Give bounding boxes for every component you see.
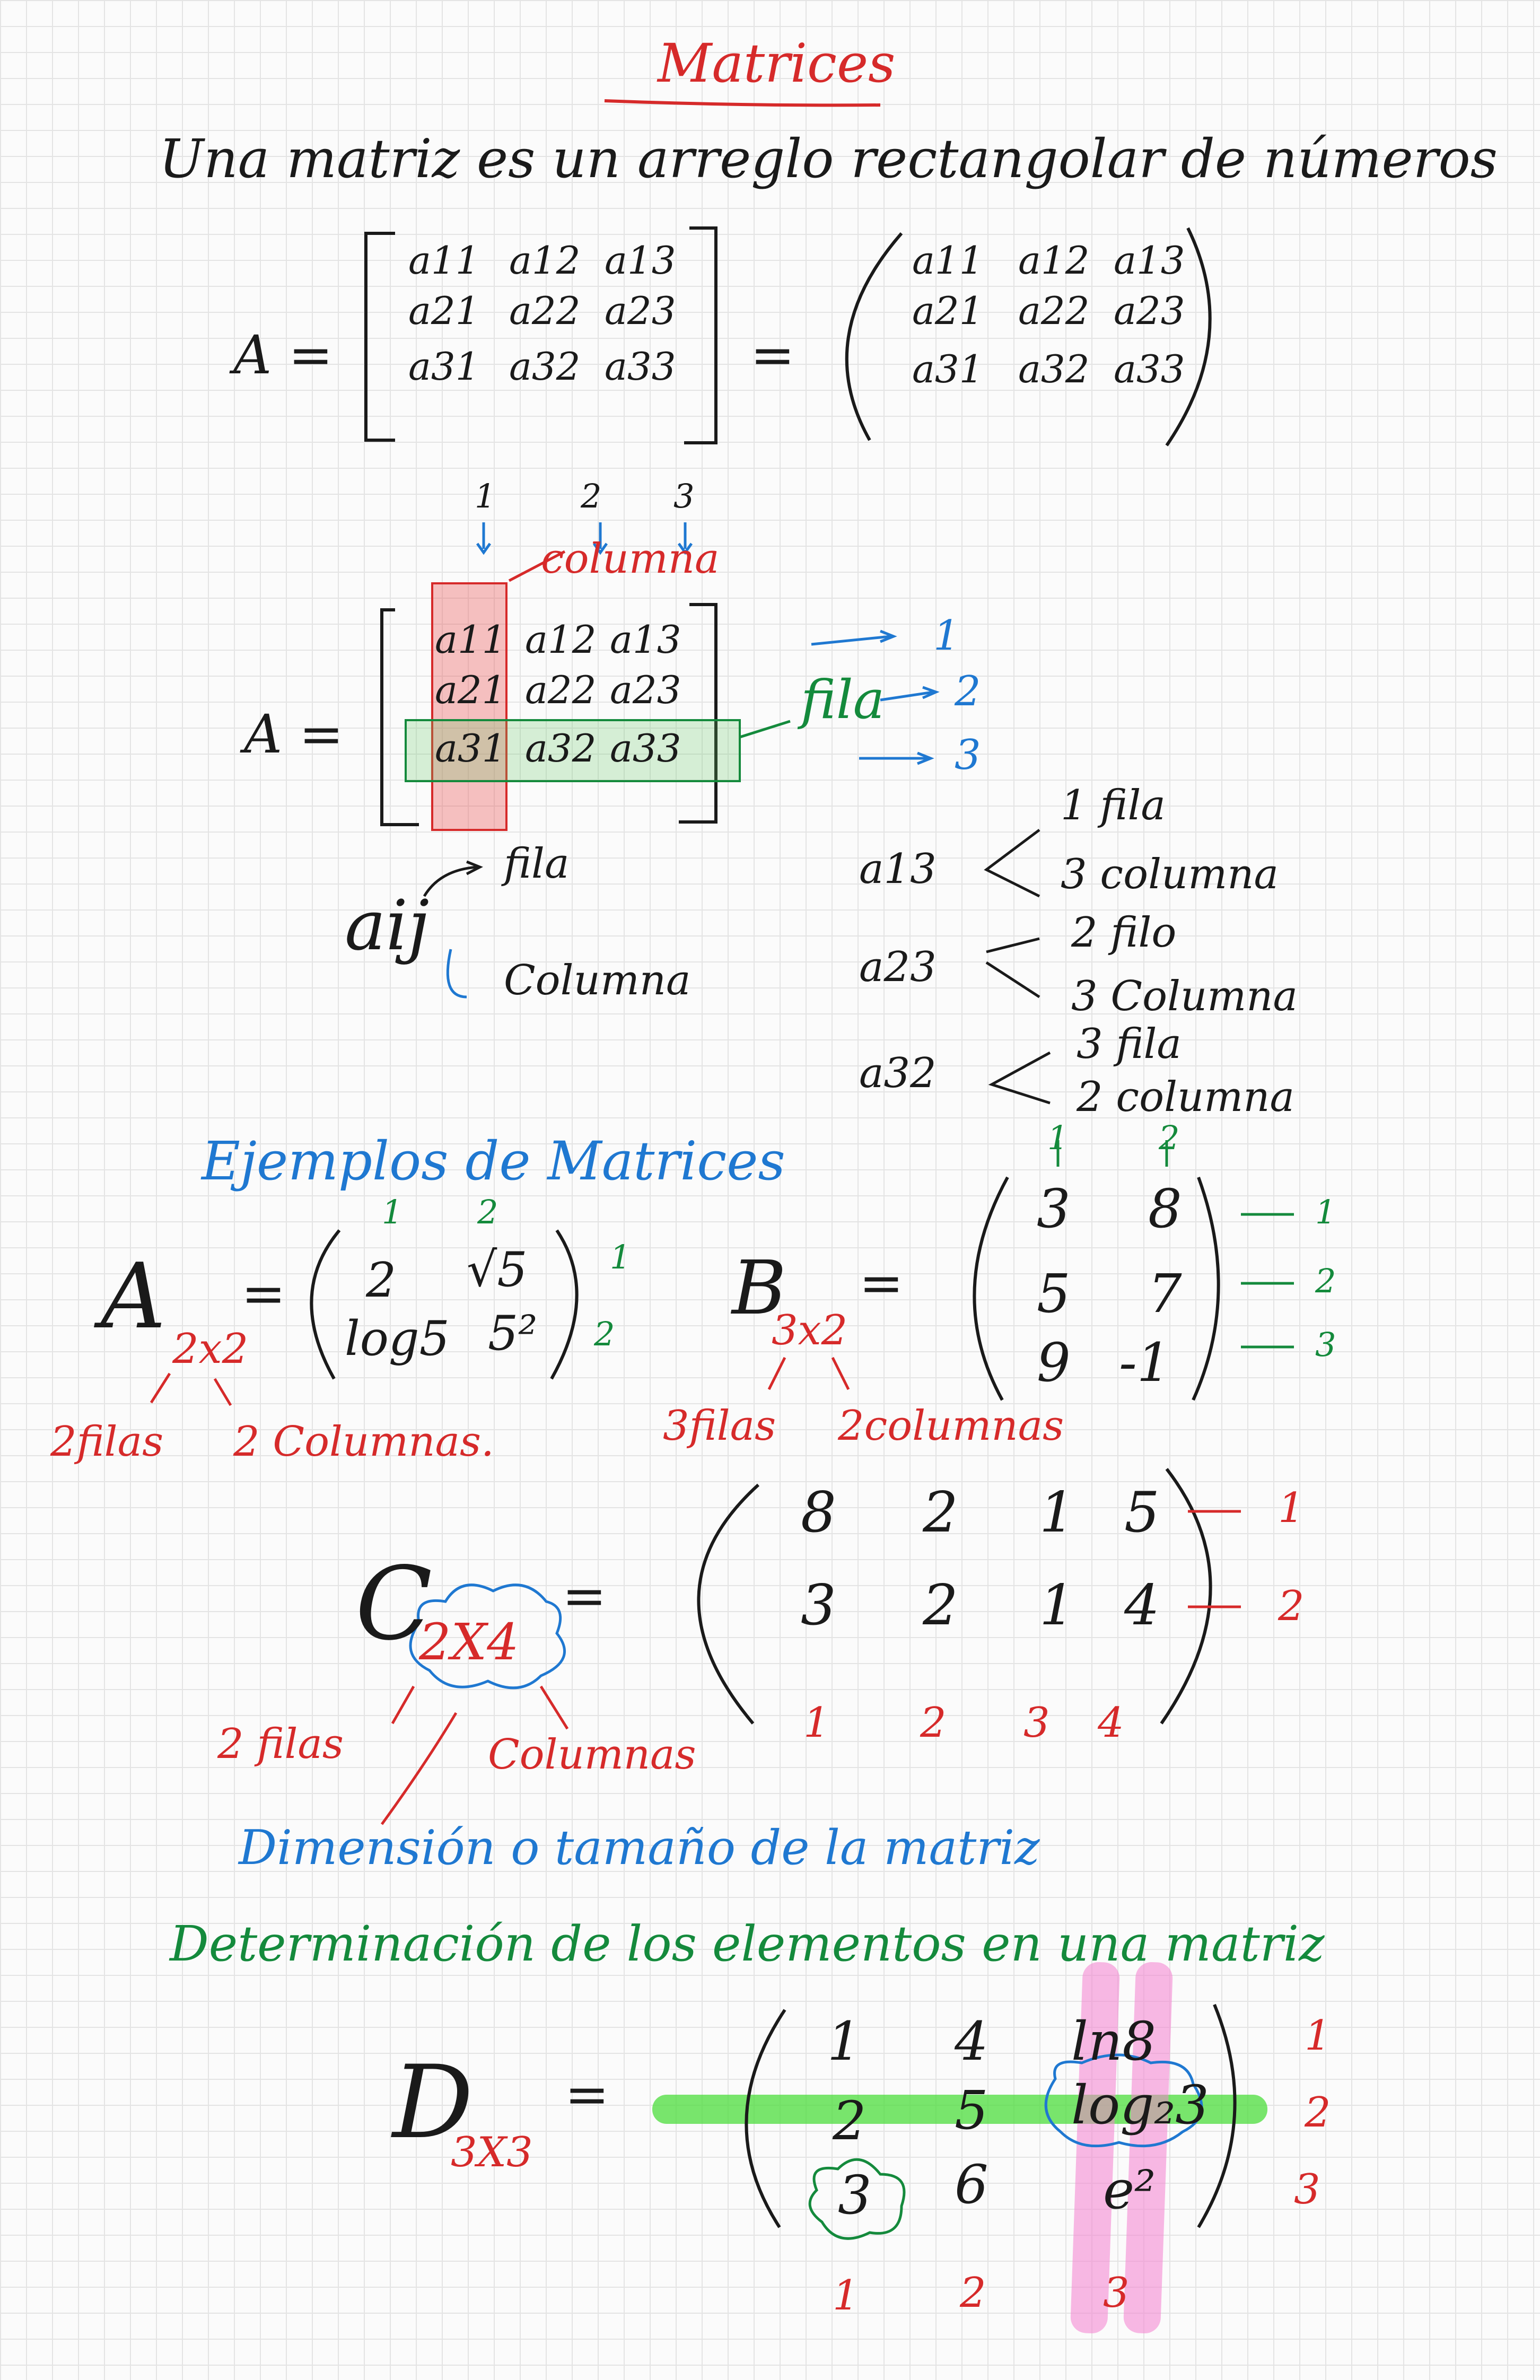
- cell: log5: [345, 1311, 450, 1367]
- cell: 2: [366, 1253, 397, 1308]
- example-bottom: 2 columna: [1077, 1073, 1294, 1121]
- equals-sign: =: [750, 324, 795, 386]
- col-number: 1: [803, 1699, 830, 1747]
- aij-fila: fila: [504, 840, 570, 888]
- col-number: 2: [1159, 1118, 1180, 1157]
- cell: 7: [1148, 1263, 1182, 1325]
- cell: -1: [1119, 1332, 1171, 1394]
- example-bottom: 3 Columna: [1071, 973, 1298, 1020]
- matrix-a-equals: =: [241, 1263, 286, 1325]
- matrix-a-size: 2x2: [172, 1325, 249, 1373]
- matrix-b-equals: =: [859, 1252, 904, 1314]
- ejemplos-title: Ejemplos de Matrices: [202, 1130, 785, 1192]
- cell: a33: [1114, 347, 1185, 391]
- definition-text: Una matriz es un arreglo rectangolar de números: [159, 128, 1498, 190]
- columna-label: columna: [541, 535, 720, 583]
- cell: 2: [923, 1573, 958, 1638]
- matrix-d-name: D: [392, 2044, 474, 2161]
- matrix-c-columnas: Columnas: [488, 1731, 696, 1779]
- matrix-b-columnas: 2columnas: [838, 1402, 1064, 1450]
- row-number: 2: [1315, 1262, 1336, 1300]
- cell: 4: [1124, 1573, 1160, 1638]
- cell: a31: [912, 347, 984, 391]
- determinacion-title: Determinación de los elementos en una matriz: [170, 1915, 1325, 1972]
- cell: 3: [1037, 1178, 1071, 1240]
- cell: a23: [1114, 288, 1185, 333]
- cell: a12: [509, 238, 581, 283]
- matrix-b-filas: 3filas: [663, 1402, 776, 1450]
- col-number: 2: [581, 477, 602, 515]
- cell: a32: [509, 344, 581, 389]
- example-top: 1 fila: [1061, 782, 1166, 829]
- cell: e²: [1103, 2159, 1156, 2221]
- cell: 3: [801, 1573, 836, 1638]
- cell: a23: [610, 668, 681, 712]
- aij-label: aij: [345, 885, 430, 966]
- row-number: 2: [1305, 2089, 1331, 2137]
- cell: a13: [610, 617, 681, 662]
- matrix-label-a1: A =: [233, 324, 333, 386]
- cell: a21: [912, 288, 984, 333]
- cell: 8: [1148, 1178, 1182, 1240]
- matrix-a-filas: 2filas: [50, 1418, 164, 1466]
- cell: a22: [525, 668, 597, 712]
- bracket-right-2: [679, 605, 716, 822]
- bracket-right-1: [684, 228, 716, 443]
- cell: 2: [923, 1480, 958, 1545]
- matrix-c-equals: =: [562, 1565, 607, 1627]
- cell: 1: [1039, 1573, 1075, 1638]
- matrix-c-size: 2X4: [419, 1613, 519, 1672]
- row-number: 1: [1315, 1193, 1336, 1231]
- cell: a21: [408, 288, 480, 333]
- cell: 6: [955, 2154, 988, 2216]
- cell: 1: [1039, 1480, 1075, 1545]
- cell: a22: [509, 288, 581, 333]
- paren-left-1: [847, 233, 902, 440]
- cell: a31: [408, 344, 480, 389]
- bracket-left-1: [366, 233, 395, 440]
- row-number: 1: [933, 612, 960, 660]
- cell: 5: [1124, 1480, 1160, 1545]
- cell: 2: [833, 2090, 867, 2152]
- col-number: 1: [833, 2272, 859, 2320]
- cell: a11: [435, 617, 506, 662]
- col-number: 1: [1047, 1118, 1069, 1157]
- cell: 4: [955, 2010, 988, 2072]
- cell: √5: [467, 1242, 528, 1298]
- row-number: 2: [1278, 1582, 1305, 1630]
- cell: a33: [610, 726, 681, 771]
- cell: a23: [605, 288, 676, 333]
- col-number: 2: [920, 1699, 947, 1747]
- example-elem: a32: [859, 1049, 937, 1097]
- row-number: 1: [610, 1238, 631, 1276]
- matrix-b-size: 3x2: [772, 1307, 848, 1354]
- bracket-left-2: [382, 610, 419, 825]
- col-number: 1: [382, 1193, 403, 1231]
- cell: 3: [838, 2164, 872, 2226]
- row-number: 2: [955, 668, 981, 715]
- dimension-label: Dimensión o tamaño de la matriz: [239, 1820, 1040, 1876]
- col-number: 3: [1103, 2269, 1130, 2317]
- matrix-d-size: 3X3: [451, 2129, 533, 2176]
- row-number: 1: [1278, 1484, 1305, 1532]
- col-number: 1: [475, 477, 496, 515]
- row-number: 3: [955, 731, 981, 779]
- cell: a12: [1018, 238, 1090, 283]
- aij-columna: Columna: [504, 957, 691, 1004]
- fila-label: fila: [801, 669, 885, 731]
- matrix-d-equals: =: [565, 2063, 609, 2125]
- row-number: 3: [1315, 1325, 1336, 1364]
- cell: 5: [1037, 1263, 1071, 1325]
- matrix-c-name: C: [355, 1545, 433, 1662]
- cell: 9: [1037, 1332, 1071, 1394]
- col-number: 2: [477, 1193, 498, 1231]
- cell: ln8: [1071, 2010, 1157, 2072]
- example-bottom: 3 columna: [1061, 851, 1279, 898]
- cell: log₂3: [1071, 2074, 1209, 2136]
- cell: 5: [955, 2079, 988, 2141]
- cell: a33: [605, 344, 676, 389]
- col-number: 4: [1098, 1699, 1124, 1747]
- matrix-c-filas: 2 filas: [217, 1720, 344, 1768]
- row-number: 3: [1294, 2166, 1320, 2213]
- matrix-b-name: B: [732, 1245, 786, 1332]
- cell: a32: [1018, 347, 1090, 391]
- cell: a21: [435, 668, 506, 712]
- example-elem: a23: [859, 943, 937, 991]
- cell: a31: [435, 726, 506, 771]
- page-title: Matrices: [658, 32, 896, 94]
- cell: a11: [912, 238, 984, 283]
- matrix-a-name: A: [101, 1244, 166, 1349]
- example-top: 2 filo: [1071, 909, 1177, 957]
- col-number: 3: [673, 477, 695, 515]
- matrix-label-a2: A =: [244, 703, 344, 765]
- title-underline: [605, 101, 880, 105]
- cell: a32: [525, 726, 597, 771]
- cell: a11: [408, 238, 480, 283]
- matrix-a-columnas: 2 Columnas.: [233, 1418, 494, 1466]
- row-number: 2: [594, 1315, 615, 1353]
- cell: 8: [801, 1480, 836, 1545]
- cell: 1: [827, 2010, 861, 2072]
- cell: a22: [1018, 288, 1090, 333]
- cell: a13: [1114, 238, 1185, 283]
- row-number: 1: [1305, 2012, 1331, 2060]
- example-top: 3 fila: [1077, 1020, 1182, 1068]
- cell: a13: [605, 238, 676, 283]
- example-elem: a13: [859, 845, 937, 893]
- cell: 5²: [488, 1306, 538, 1361]
- col-number: 2: [960, 2269, 986, 2317]
- col-number: 3: [1023, 1699, 1050, 1747]
- cell: a12: [525, 617, 597, 662]
